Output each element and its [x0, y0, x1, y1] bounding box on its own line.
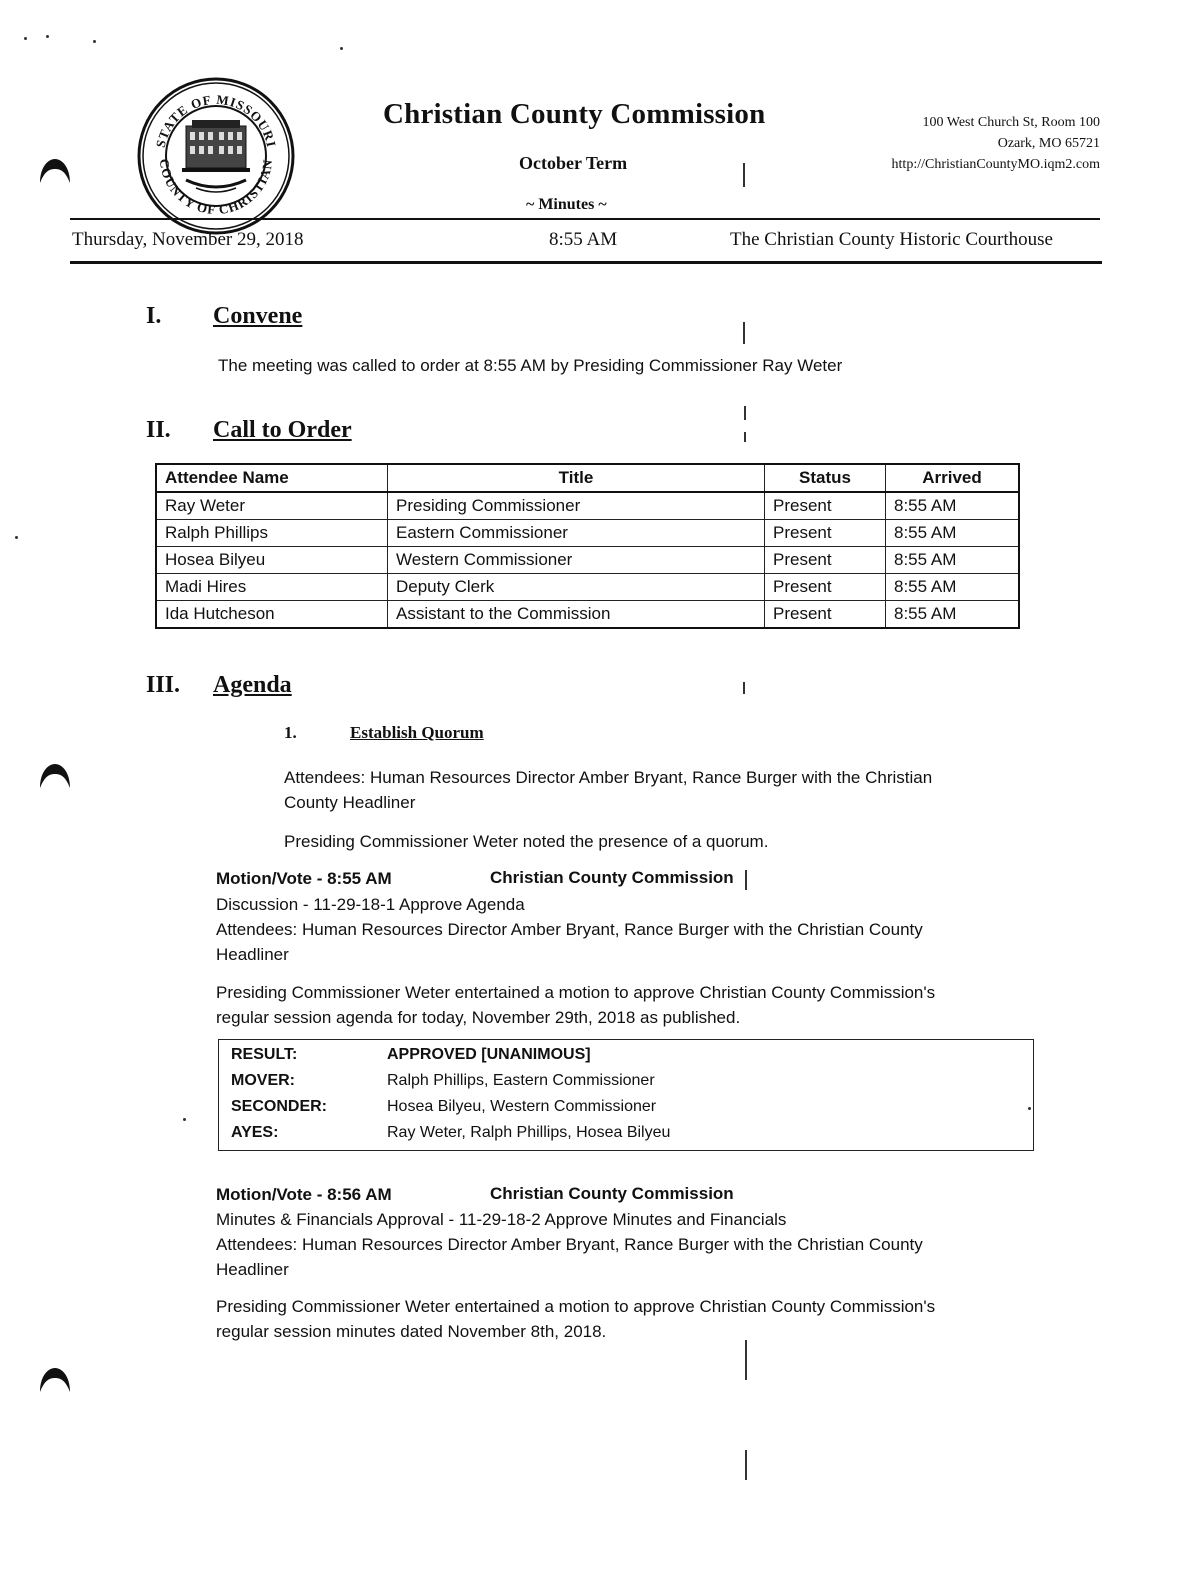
scan-mark — [743, 682, 745, 694]
attendee-arrived: 8:55 AM — [886, 601, 1020, 629]
quorum-note: Presiding Commissioner Weter noted the presence of a quorum. — [284, 832, 769, 851]
motion1-text-line: regular session agenda for today, November 29th, 2018 as published. — [216, 1008, 741, 1027]
mover-value: Ralph Phillips, Eastern Commissioner — [387, 1072, 655, 1089]
motion2-label: Motion/Vote - 8:56 AM — [216, 1185, 392, 1204]
hole-punch-icon — [38, 1366, 72, 1394]
address-city: Ozark, MO 65721 — [997, 136, 1100, 151]
motion1-body: Christian County Commission — [490, 868, 734, 887]
ayes-value: Ray Weter, Ralph Phillips, Hosea Bilyeu — [387, 1124, 671, 1141]
motion2-text — [216, 1294, 935, 1344]
meeting-location: The Christian County Historic Courthouse — [730, 229, 1053, 250]
attendee-title: Western Commissioner — [388, 547, 765, 574]
scan-mark — [744, 406, 746, 420]
column-header-attendee-name: Attendee Name — [156, 464, 388, 492]
attendee-arrived: 8:55 AM — [886, 574, 1020, 601]
svg-text:COUNTY OF CHRISTIAN: COUNTY OF CHRISTIAN — [156, 158, 276, 218]
motion1-details — [216, 892, 923, 967]
attendee-name: Ida Hutcheson — [156, 601, 388, 629]
website-link[interactable]: http://ChristianCountyMO.iqm2.com — [891, 157, 1100, 172]
scan-speck — [183, 1118, 186, 1121]
motion2-discussion: Minutes & Financials Approval - 11-29-18-2 Approve Minutes and Financials — [216, 1210, 787, 1229]
scan-mark — [743, 163, 745, 187]
section-title-agenda: Agenda — [213, 672, 292, 698]
quorum-attendees-line: County Headliner — [284, 793, 416, 812]
mover-label: MOVER: — [231, 1072, 295, 1089]
result-label: RESULT: — [231, 1046, 298, 1063]
column-header-status: Status — [765, 464, 886, 492]
attendee-name: Madi Hires — [156, 574, 388, 601]
scan-mark — [743, 322, 745, 344]
address-street: 100 West Church St, Room 100 — [922, 115, 1100, 130]
attendee-name: Ray Weter — [156, 492, 388, 520]
column-header-title: Title — [388, 464, 765, 492]
result-value: APPROVED [UNANIMOUS] — [387, 1046, 591, 1063]
quorum-attendees — [284, 765, 932, 815]
attendee-arrived: 8:55 AM — [886, 547, 1020, 574]
motion1-attendees-line: Attendees: Human Resources Director Amber Bryant, Rance Burger with the Christian County — [216, 920, 923, 939]
county-seal-logo — [136, 76, 296, 236]
motion1-result-box — [218, 1039, 1034, 1151]
motion1-attendees-line: Headliner — [216, 945, 289, 964]
attendee-name: Hosea Bilyeu — [156, 547, 388, 574]
table-row — [156, 547, 1019, 574]
scan-speck — [340, 47, 343, 50]
motion1-label: Motion/Vote - 8:55 AM — [216, 869, 392, 888]
agenda-item-number: 1. — [284, 723, 297, 742]
motion2-details — [216, 1207, 923, 1282]
attendee-arrived: 8:55 AM — [886, 520, 1020, 547]
scan-mark — [745, 1450, 747, 1480]
section-title-convene: Convene — [213, 303, 303, 329]
scan-mark — [745, 1340, 747, 1380]
term-label: October Term — [519, 153, 628, 173]
convene-text: The meeting was called to order at 8:55 AM by Presiding Commissioner Ray Weter — [218, 356, 843, 375]
section-number-agenda: III. — [146, 672, 181, 698]
scan-speck — [93, 40, 96, 43]
header-rule-bottom — [70, 261, 1102, 264]
attendee-status: Present — [765, 520, 886, 547]
motion2-text-line: regular session minutes dated November 8th, 2018. — [216, 1322, 607, 1341]
attendee-title: Eastern Commissioner — [388, 520, 765, 547]
table-row — [156, 601, 1019, 629]
scan-speck — [15, 536, 18, 539]
motion2-attendees-line: Attendees: Human Resources Director Amber Bryant, Rance Burger with the Christian County — [216, 1235, 923, 1254]
meeting-date: Thursday, November 29, 2018 — [72, 229, 304, 250]
minutes-label: ~ Minutes ~ — [526, 196, 607, 213]
scan-mark — [744, 432, 746, 442]
quorum-attendees-line: Attendees: Human Resources Director Amber Bryant, Rance Burger with the Christian — [284, 768, 933, 787]
svg-text:STATE OF MISSOURI: STATE OF MISSOURI — [152, 91, 280, 149]
motion1-discussion: Discussion - 11-29-18-1 Approve Agenda — [216, 895, 525, 914]
attendee-status: Present — [765, 492, 886, 520]
section-number-convene: I. — [146, 303, 162, 329]
motion1-text — [216, 980, 935, 1030]
attendee-arrived: 8:55 AM — [886, 492, 1020, 520]
seconder-value: Hosea Bilyeu, Western Commissioner — [387, 1098, 657, 1115]
document-title: Christian County Commission — [383, 98, 766, 130]
hole-punch-icon — [38, 762, 72, 790]
header-rule-top — [70, 218, 1100, 220]
motion1-text-line: Presiding Commissioner Weter entertained a motion to approve Christian County Commission's — [216, 983, 936, 1002]
attendee-title: Assistant to the Commission — [388, 601, 765, 629]
motion2-attendees-line: Headliner — [216, 1260, 289, 1279]
ayes-label: AYES: — [231, 1124, 279, 1141]
section-title-call-to-order: Call to Order — [213, 417, 352, 443]
hole-punch-icon — [38, 157, 72, 185]
motion2-body: Christian County Commission — [490, 1184, 734, 1203]
scan-mark — [745, 870, 747, 890]
attendee-title: Deputy Clerk — [388, 574, 765, 601]
attendee-status: Present — [765, 547, 886, 574]
table-header-row — [156, 464, 1019, 492]
table-row — [156, 492, 1019, 520]
attendee-name: Ralph Phillips — [156, 520, 388, 547]
table-row — [156, 574, 1019, 601]
table-row — [156, 520, 1019, 547]
motion2-text-line: Presiding Commissioner Weter entertained a motion to approve Christian County Commission's — [216, 1297, 936, 1316]
attendee-title: Presiding Commissioner — [388, 492, 765, 520]
section-number-call-to-order: II. — [146, 417, 171, 443]
address-block — [850, 112, 1100, 175]
seconder-label: SECONDER: — [231, 1098, 328, 1115]
scan-speck — [24, 37, 27, 40]
agenda-item-title: Establish Quorum — [350, 723, 484, 742]
attendee-status: Present — [765, 601, 886, 629]
scan-speck — [46, 35, 49, 38]
meeting-time: 8:55 AM — [549, 229, 618, 250]
attendee-status: Present — [765, 574, 886, 601]
attendee-table — [155, 463, 1020, 629]
column-header-arrived: Arrived — [886, 464, 1020, 492]
